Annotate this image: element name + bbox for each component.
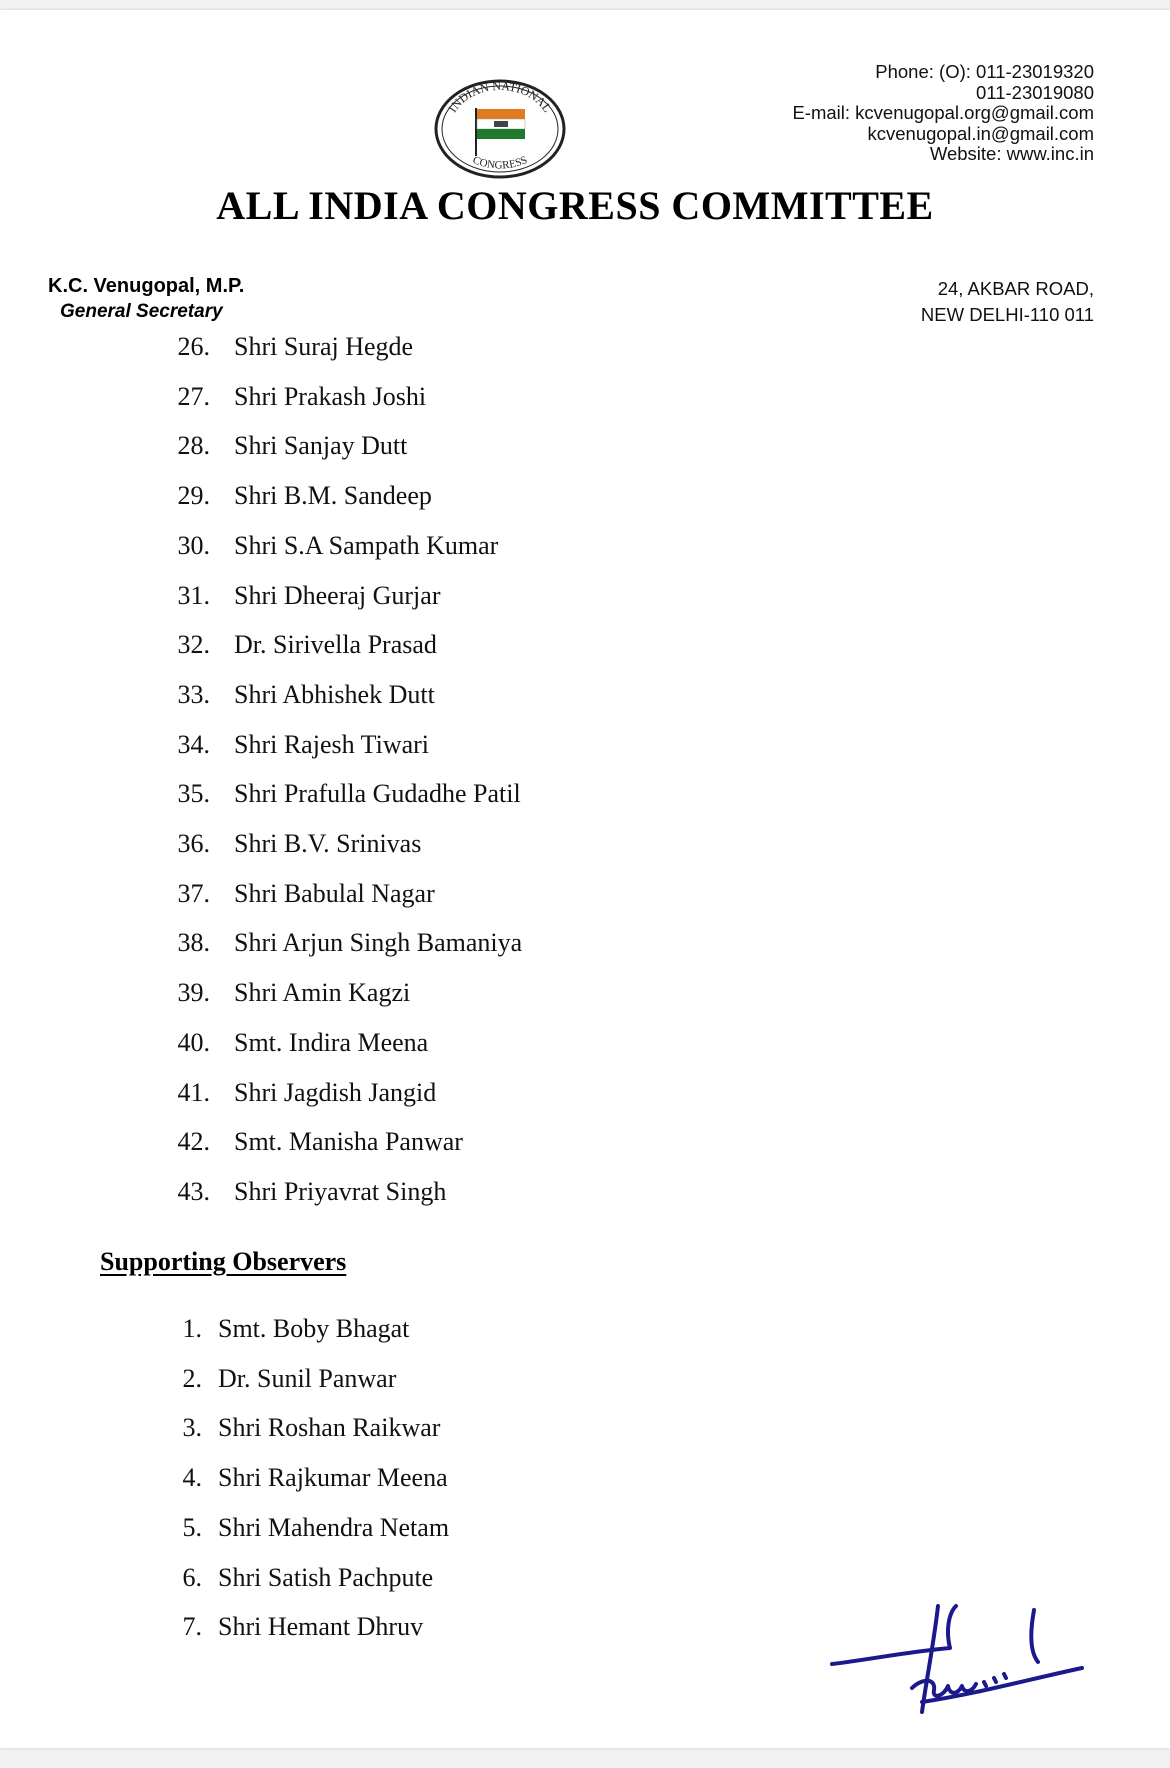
address-block [921,276,1094,328]
list-item-number: 31. [177,580,210,610]
section-heading: Supporting Observers [100,1247,347,1276]
phone-line: Phone: (O): 011-23019320 [875,61,1094,82]
list-item-name: Smt. Manisha Panwar [234,1127,463,1157]
email-line-2: kcvenugopal.in@gmail.com [867,122,1094,144]
list-item [168,928,522,958]
list-item-number: 26. [177,332,210,361]
list-item [168,978,410,1008]
list-item [168,1364,396,1394]
list-item [168,630,437,660]
list-item-name: Shri Hemant Dhruv [218,1612,424,1642]
list-item-number: 34. [177,729,210,759]
list-item-number: 39. [177,978,210,1008]
list-item [168,1563,433,1593]
list-item-name: Dr. Sirivella Prasad [234,630,437,660]
list-item-number: 30. [177,530,210,560]
list-item-name: Shri Jagdish Jangid [234,1077,437,1107]
list-item-number: 4. [182,1463,202,1493]
congress-logo [432,78,568,180]
list-item-name: Shri Rajkumar Meena [218,1463,448,1493]
list-item-name: Shri Mahendra Netam [218,1512,450,1542]
list-item-name: Shri Abhishek Dutt [234,679,435,709]
list-item-number: 6. [182,1562,202,1592]
list-item-name: Shri Amin Kagzi [234,978,411,1008]
list-item [168,1463,448,1493]
list-item [168,779,521,809]
list-item-name: Shri Satish Pachpute [218,1562,434,1592]
signature [826,1602,1088,1718]
contact-block [792,62,1094,165]
list-item-number: 27. [177,381,210,411]
list-item [168,382,426,412]
list-item-name: Shri Arjun Singh Bamaniya [234,928,523,958]
list-item [168,581,440,611]
list-item [168,1513,449,1543]
list-item-number: 37. [177,878,210,908]
list-item-name: Shri Prakash Joshi [234,381,427,411]
list-item-name: Shri B.M. Sandeep [234,481,432,511]
address-line-1: 24, AKBAR ROAD, [937,278,1094,299]
list-item-number: 40. [177,1027,210,1057]
list-item [168,1612,423,1642]
list-item-number: 32. [177,630,210,660]
list-item-number: 33. [177,679,210,709]
organization-title: ALL INDIA CONGRESS COMMITTEE [216,183,934,228]
list-item [168,431,407,461]
sender-name: K.C. Venugopal, M.P. [48,275,245,297]
letterhead-page [0,10,1170,1748]
list-item-name: Smt. Boby Bhagat [218,1314,410,1343]
flag-icon [476,108,525,156]
logo-bottom-text: CONGRESS [470,154,530,172]
list-item [168,1413,440,1443]
sender-role: General Secretary [60,301,223,322]
list-item [168,531,498,561]
list-item-number: 2. [182,1363,202,1393]
address-line-2: NEW DELHI-110 011 [920,304,1094,325]
list-item-number: 1. [182,1314,202,1343]
list-item-name: Smt. Indira Meena [234,1027,429,1057]
list-item-name: Shri Babulal Nagar [234,878,435,908]
list-item-number: 43. [177,1176,210,1206]
list-item [168,1028,428,1058]
list-item [168,1078,436,1108]
list-item [168,1314,409,1344]
list-item-number: 42. [177,1127,210,1157]
list-item [168,829,421,859]
list-item [168,879,435,909]
list-item-number: 7. [182,1612,202,1642]
list-item-number: 38. [177,928,210,958]
list-item-number: 36. [177,829,210,858]
website-line: Website: www.inc.in [929,143,1094,164]
list-item-name: Shri Dheeraj Gurjar [234,580,441,610]
phone-line-2: 011-23019080 [976,81,1094,103]
list-item [168,1177,446,1207]
list-item-name: Shri S.A Sampath Kumar [234,530,499,560]
list-item [168,1127,463,1157]
list-item-number: 5. [182,1512,202,1542]
list-item-number: 35. [177,779,210,809]
list-item-name: Shri Rajesh Tiwari [234,729,430,759]
list-item-number: 29. [177,481,210,511]
list-item [168,730,429,760]
list-item [168,680,435,710]
list-item-name: Shri Prafulla Gudadhe Patil [234,779,521,809]
list-item-name: Shri B.V. Srinivas [234,829,422,858]
list-item [168,481,432,511]
list-item-number: 3. [182,1413,202,1443]
list-item-name: Shri Roshan Raikwar [218,1413,441,1443]
list-item-number: 28. [177,431,210,461]
email-line: E-mail: kcvenugopal.org@gmail.com [792,102,1094,123]
list-item-name: Shri Sanjay Dutt [234,431,408,461]
list-item [168,332,413,362]
list-item-name: Shri Priyavrat Singh [234,1176,447,1206]
logo-top-text: INDIAN NATIONAL [445,78,555,115]
list-item-number: 41. [177,1077,210,1107]
list-item-name: Shri Suraj Hegde [234,332,414,361]
list-item-name: Dr. Sunil Panwar [218,1363,397,1393]
